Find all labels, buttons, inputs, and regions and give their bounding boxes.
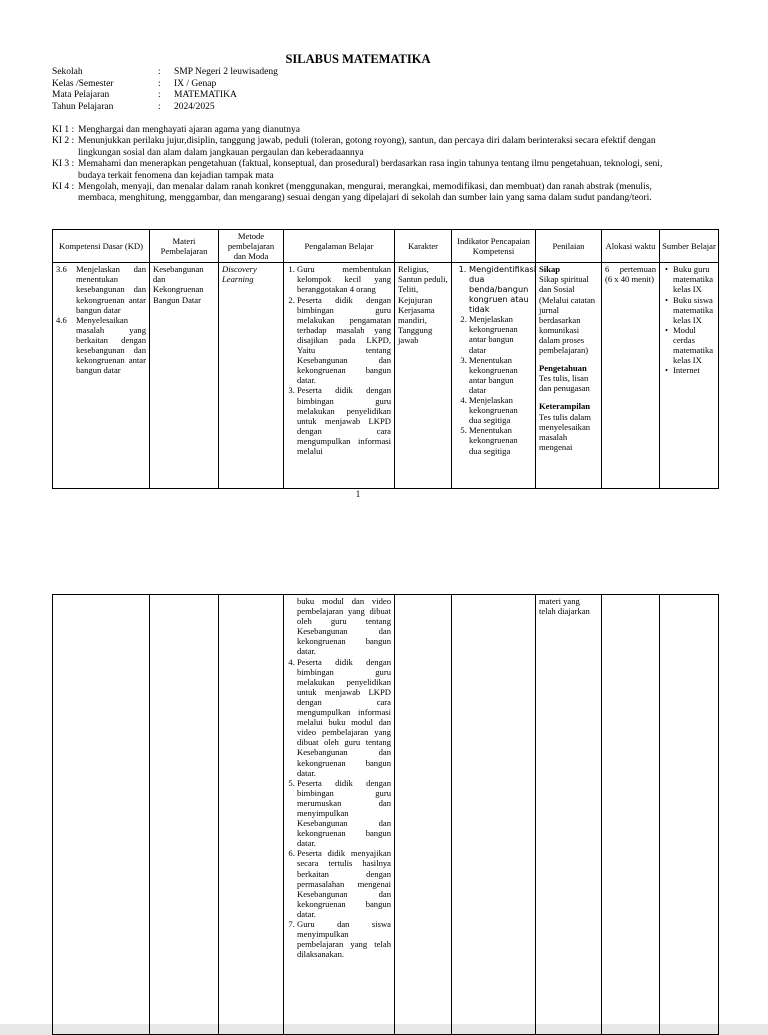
info-value: 2024/2025	[174, 101, 215, 112]
sumber-cell	[660, 595, 719, 1035]
info-row	[52, 67, 278, 79]
page-number: 1	[355, 489, 361, 499]
header-alokasi: Alokasi waktu	[602, 230, 660, 263]
info-value: SMP Negeri 2 leuwisadeng	[174, 67, 278, 77]
identity-block	[52, 67, 278, 113]
alokasi-cell	[602, 595, 660, 1035]
list-item: 4. Peserta didik dengan bimbingan guru melakukan penyelidikan untuk menjawab LKPD dengan cara mengumpulkan informasi melalui buku modul dan video pembelajaran yang dibuat oleh guru tentang Kesebangunan dan kekongruenan bangun datar.	[297, 657, 391, 778]
header-materi: Materi Pembelajaran	[150, 230, 219, 263]
materi-cell	[150, 595, 219, 1035]
ki-text: Menunjukkan perilaku jujur,disiplin, tanggung jawab, peduli (toleran, gotong royong), santun, dan percaya diri dalam berinteraksi secara efektif dengan lingkungan sosial dan alam dalam jangkauan pergaulan dan keberadaannya	[78, 136, 656, 158]
info-row	[52, 79, 278, 91]
info-separator: :	[158, 101, 161, 112]
list-item: 2. Peserta didik dengan bimbingan guru melakukan pengamatan terhadap masalah yang disajikan pada LKPD, Yaitu tentang Kesebangunan dan kekongruenan bangun datar.	[297, 295, 391, 386]
pengalaman-list	[287, 264, 391, 456]
syllabus-table	[52, 229, 719, 489]
table-row	[53, 595, 719, 1035]
pengetahuan-text: Tes tulis, lisan dan penugasan	[539, 373, 590, 394]
info-separator: :	[158, 90, 161, 101]
list-item: • Buku guru matematika kelas IX	[673, 264, 715, 294]
indikator-list	[455, 264, 536, 456]
header-kd: Kompetensi Dasar (KD)	[53, 230, 150, 263]
ki-item	[52, 125, 672, 136]
ki-label: KI 3 :	[52, 159, 75, 170]
penilaian-cell: materi yang telah diajarkan	[536, 595, 602, 1035]
info-label: Mata Pelajaran	[52, 90, 110, 101]
list-item: 6. Peserta didik menyajikan secara tertulis hasilnya berkaitan dengan permasalahan mengenai Kesebangunan dan kekongruenan bangun datar.	[297, 848, 391, 919]
pengalaman-cell	[284, 595, 395, 1035]
header-indikator: Indikator Pencapaian Kompetensi	[452, 230, 536, 263]
list-item: 3. Menentukan kekongruenan antar bangun datar	[469, 355, 532, 395]
core-competencies	[52, 125, 672, 205]
keterampilan-title: Keterampilan	[539, 401, 591, 412]
info-value: MATEMATIKA	[174, 90, 237, 101]
page-1	[0, 0, 768, 508]
ki-label: KI 1 :	[52, 125, 75, 135]
syllabus-table-continued	[52, 594, 719, 1035]
kd-number: 3.6	[56, 264, 67, 275]
karakter-cell	[395, 595, 452, 1035]
kd-item	[56, 264, 146, 314]
list-item: • Modul cerdas matematika kelas IX	[673, 325, 715, 365]
kd-item	[56, 315, 146, 376]
header-metode: Metode pembelajaran dan Moda	[219, 230, 284, 263]
info-separator: :	[158, 78, 161, 89]
info-label: Sekolah	[52, 67, 83, 77]
sikap-text: Sikap spiritual dan Sosial (Melalui catatan jurnal berdasarkan komunikasi dalam proses pembelajaran)	[539, 274, 596, 356]
pengalaman-cell	[284, 263, 395, 489]
list-item: 4. Menjelaskan kekongruenan dua segitiga	[469, 395, 532, 425]
sikap-title: Sikap	[539, 264, 561, 275]
keterampilan-text: Tes tulis dalam menyelesaikan masalah mengenai	[539, 411, 591, 452]
list-item: • Buku siswa matematika kelas IX	[673, 295, 715, 325]
materi-cell: Kesebangunan dan Kekongruenan Bangun Datar	[150, 263, 219, 489]
kd-text: Menjelaskan dan menentukan kesebangunan dan kekongruenan antar bangun datar	[76, 264, 146, 315]
header-penilaian: Penilaian	[536, 230, 602, 263]
list-item: 3. Peserta didik dengan bimbingan guru melakukan penyelidikan untuk menjawab LKPD dengan cara mengumpulkan informasi melalui	[297, 385, 391, 456]
page-gap	[0, 508, 768, 586]
ki-text: Memahami dan menerapkan pengetahuan (faktual, konseptual, dan prosedural) berdasarkan rasa ingin tahunya tentang ilmu pengetahuan, teknologi, seni, budaya terkait fenomena dan kejadian tampak mata	[78, 159, 663, 181]
list-item: 2. Menjelaskan kekongruenan antar bangun datar	[469, 314, 532, 354]
info-label: Tahun Pelajaran	[52, 101, 114, 112]
pengalaman-list	[287, 657, 391, 960]
ki-text: Mengolah, menyaji, dan menalar dalam ranah konkret (menggunakan, mengurai, merangkai, memodifikasi, dan membuat) dan ranah abstrak (menulis, membaca, menghitung, menggambar, dan mengarang) sesuai dengan yang dipelajari di sekolah dan sumber lain yang sama dalam sudut pandang/teori.	[78, 182, 652, 204]
indikator-cell	[452, 263, 536, 489]
document-title: SILABUS MATEMATIKA	[285, 52, 431, 66]
list-item: 7. Guru dan siswa menyimpulkan pembelajaran yang telah dilaksanakan.	[297, 919, 391, 959]
kd-number: 4.6	[56, 314, 67, 325]
pengetahuan-title: Pengetahuan	[539, 363, 587, 374]
list-item: • Internet	[673, 365, 715, 375]
info-row	[52, 90, 278, 102]
sumber-list	[663, 264, 715, 375]
info-row	[52, 102, 278, 114]
list-item: 5. Peserta didik dengan bimbingan guru merumuskan dan menyimpulkan Kesebangunan dan kekongruenan bangun datar.	[297, 778, 391, 849]
penilaian-cell	[536, 263, 602, 489]
list-item: 1. Guru membentukan kelompok kecil yang beranggotakan 4 orang	[297, 264, 391, 294]
header-karakter: Karakter	[395, 230, 452, 263]
list-item: 5. Menentukan kekongruenan dua segitiga	[469, 425, 532, 455]
kd-text: Menyelesaikan masalah yang berkaitan dengan kesebangunan dan kekongruenan antar bangun datar	[76, 314, 146, 376]
info-value: IX / Genap	[174, 78, 217, 89]
ki-text: Menghargai dan menghayati ajaran agama yang dianutnya	[78, 125, 300, 135]
pengalaman-continuation: buku modul dan video pembelajaran yang dibuat oleh guru tentang Kesebangunan dan kekongruenan bangun datar.	[297, 596, 391, 657]
info-label: Kelas /Semester	[52, 78, 114, 89]
alokasi-cell: 6 pertemuan (6 x 40 menit)	[602, 263, 660, 489]
header-sumber: Sumber Belajar	[660, 230, 719, 263]
info-separator: :	[158, 67, 161, 77]
metode-cell: Discovery Learning	[219, 263, 284, 489]
header-pengalaman: Pengalaman Belajar	[284, 230, 395, 263]
indikator-cell	[452, 595, 536, 1035]
table-row	[53, 263, 719, 489]
ki-item	[52, 182, 672, 205]
metode-cell	[219, 595, 284, 1035]
kd-cell	[53, 263, 150, 489]
ki-label: KI 2 :	[52, 136, 75, 147]
list-item: 1. Mengidentifikasi dua benda/bangun kongruen atau tidak	[469, 264, 532, 314]
ki-item	[52, 136, 672, 159]
sumber-cell	[660, 263, 719, 489]
ki-label: KI 4 :	[52, 182, 75, 193]
kd-cell	[53, 595, 150, 1035]
karakter-cell: Religius, Santun peduli, Teliti, Kejujuran Kerjasama mandiri, Tanggung jawab	[395, 263, 452, 489]
page-2	[0, 586, 768, 1024]
ki-item	[52, 159, 672, 182]
table-header-row	[53, 230, 719, 263]
